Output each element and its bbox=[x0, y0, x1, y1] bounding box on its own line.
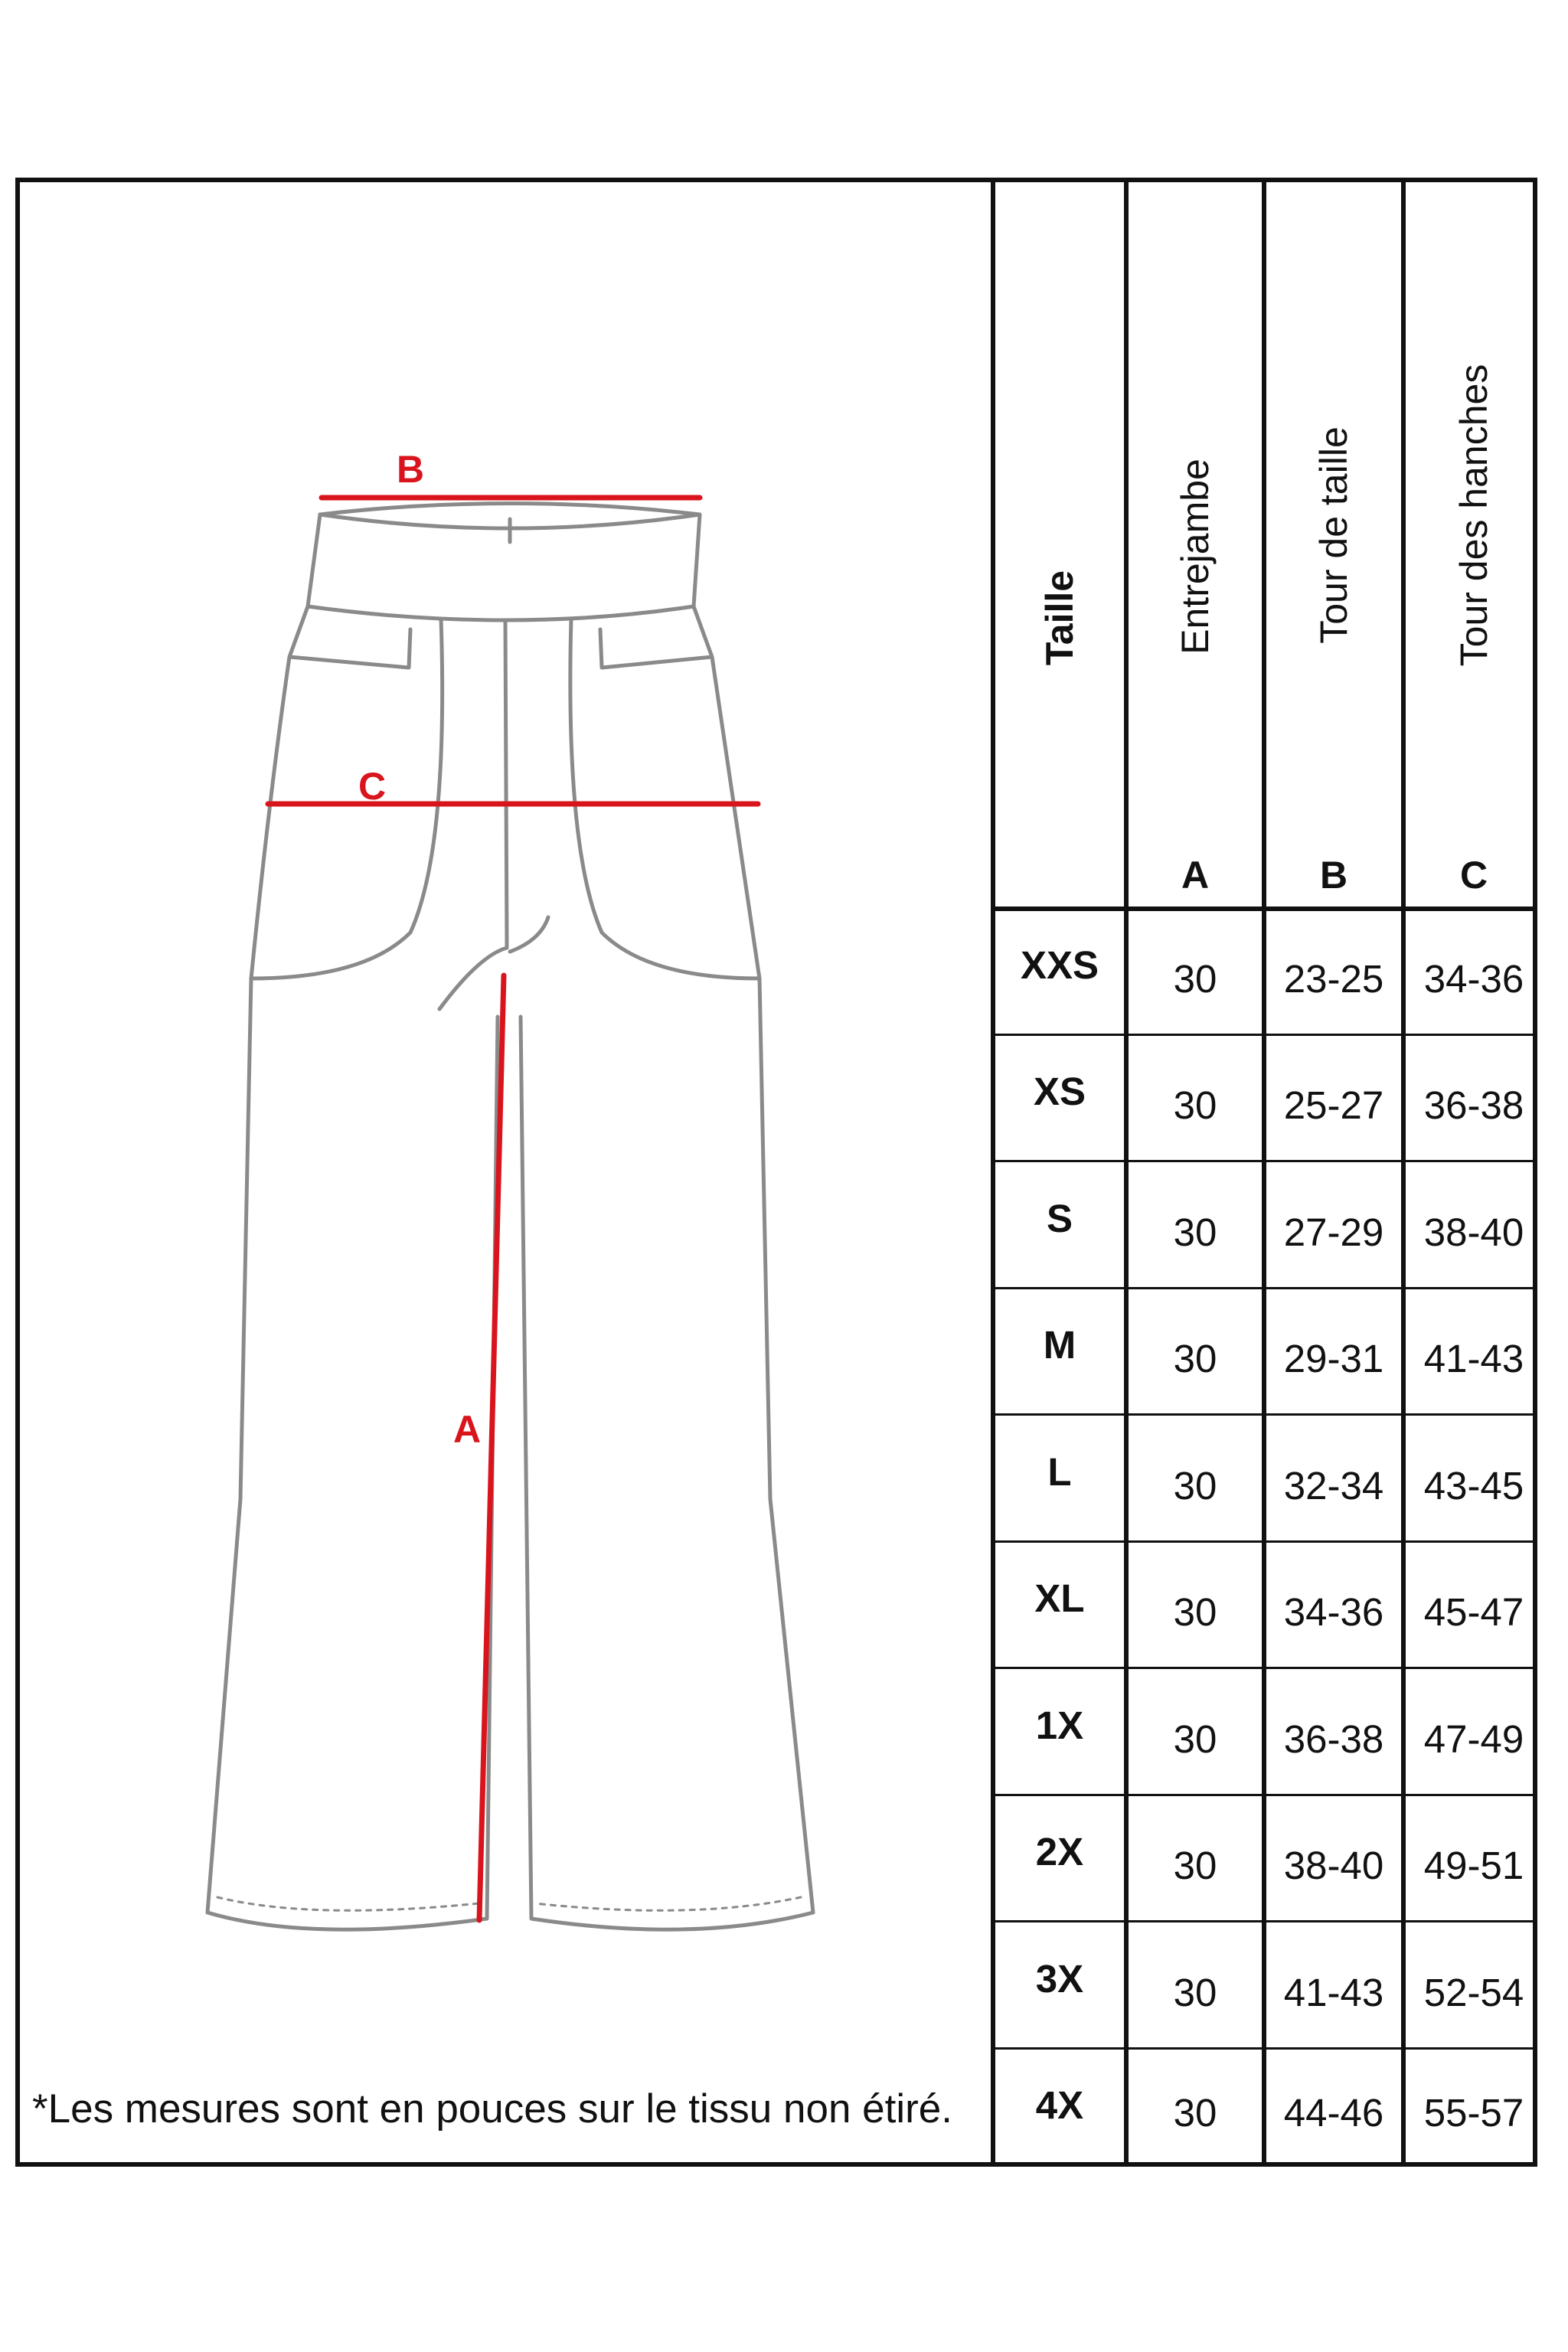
right-pocket-flap bbox=[600, 629, 712, 668]
table-cell-waist: 32-34 bbox=[1283, 1463, 1384, 1508]
row-divider bbox=[991, 1287, 1533, 1289]
table-cell-hips: 34-36 bbox=[1423, 956, 1524, 1001]
row-divider bbox=[991, 1413, 1533, 1416]
table-cell-size: XS bbox=[1033, 1069, 1086, 1113]
table-cell-size: 1X bbox=[1035, 1703, 1084, 1747]
row-divider bbox=[991, 1794, 1533, 1796]
header-inseam bbox=[1129, 182, 1262, 906]
table-cell-size: L bbox=[1047, 1449, 1072, 1494]
table-cell-waist: 44-46 bbox=[1283, 2090, 1384, 2135]
table-cell-waist: 36-38 bbox=[1283, 1717, 1384, 1761]
inseam-measure-line bbox=[479, 975, 504, 1920]
table-cell-size: M bbox=[1043, 1322, 1076, 1367]
table-cell-inseam: 30 bbox=[1173, 1210, 1217, 1254]
table-cell-size: XXS bbox=[1020, 942, 1099, 987]
waist-label: B bbox=[397, 448, 425, 491]
table-cell-hips: 43-45 bbox=[1423, 1463, 1524, 1508]
header-hips bbox=[1406, 182, 1542, 906]
pants-diagram bbox=[20, 182, 991, 2162]
row-divider bbox=[991, 2047, 1533, 2050]
header-hips-title: Tour des hanches bbox=[1452, 364, 1495, 667]
pants-outline bbox=[207, 504, 813, 1930]
header-waist-title: Tour de taille bbox=[1312, 426, 1355, 644]
row-divider bbox=[991, 1034, 1533, 1036]
right-hem-stitch bbox=[534, 1897, 801, 1910]
table-cell-inseam: 30 bbox=[1173, 1843, 1217, 1887]
size-chart-frame bbox=[15, 178, 1537, 2167]
table-cell-hips: 55-57 bbox=[1423, 2090, 1524, 2135]
left-pocket bbox=[251, 619, 443, 978]
table-cell-hips: 38-40 bbox=[1423, 1210, 1524, 1254]
table-cell-inseam: 30 bbox=[1173, 1083, 1217, 1127]
hip-label: C bbox=[358, 765, 387, 808]
table-cell-waist: 29-31 bbox=[1283, 1336, 1384, 1380]
header-size-title: Taille bbox=[1038, 570, 1081, 666]
left-hem-stitch bbox=[217, 1897, 479, 1910]
table-cell-waist: 27-29 bbox=[1283, 1210, 1384, 1254]
table-cell-hips: 45-47 bbox=[1423, 1589, 1524, 1634]
table-cell-hips: 49-51 bbox=[1423, 1843, 1524, 1887]
table-cell-inseam: 30 bbox=[1173, 1336, 1217, 1380]
table-cell-size: 4X bbox=[1035, 2082, 1084, 2127]
table-cell-hips: 47-49 bbox=[1423, 1717, 1524, 1761]
row-divider bbox=[991, 1160, 1533, 1162]
header-inseam-letter: A bbox=[1181, 854, 1210, 897]
inseam-label: A bbox=[453, 1408, 482, 1451]
table-cell-inseam: 30 bbox=[1173, 1970, 1217, 2014]
fly-seam bbox=[510, 917, 548, 952]
table-cell-inseam: 30 bbox=[1173, 1589, 1217, 1634]
header-size bbox=[995, 182, 1124, 906]
header-hips-letter: C bbox=[1459, 854, 1488, 897]
crotch-seam bbox=[439, 948, 507, 1009]
table-cell-waist: 25-27 bbox=[1283, 1083, 1384, 1127]
size-table bbox=[991, 182, 1533, 2162]
measurement-footnote: *Les mesures sont en pouces sur le tissu non étiré. bbox=[32, 2086, 952, 2132]
table-cell-inseam: 30 bbox=[1173, 1717, 1217, 1761]
table-cell-inseam: 30 bbox=[1173, 956, 1217, 1001]
table-cell-size: 3X bbox=[1035, 1956, 1084, 2001]
table-cell-hips: 41-43 bbox=[1423, 1336, 1524, 1380]
table-cell-inseam: 30 bbox=[1173, 1463, 1217, 1508]
left-pocket-flap bbox=[289, 629, 410, 668]
measurement-labels bbox=[358, 448, 481, 1451]
row-divider bbox=[991, 1540, 1533, 1543]
front-seam bbox=[505, 620, 507, 948]
table-cell-waist: 41-43 bbox=[1283, 1970, 1384, 2014]
pants-diagram-panel bbox=[20, 182, 991, 2162]
table-cell-size: 2X bbox=[1035, 1829, 1084, 1873]
table-cell-inseam: 30 bbox=[1173, 2090, 1217, 2135]
table-cell-waist: 34-36 bbox=[1283, 1589, 1384, 1634]
header-waist bbox=[1266, 182, 1401, 906]
measurement-lines bbox=[268, 498, 758, 1920]
header-waist-letter: B bbox=[1319, 854, 1348, 897]
table-cell-hips: 36-38 bbox=[1423, 1083, 1524, 1127]
row-divider bbox=[991, 1667, 1533, 1669]
table-cell-size: S bbox=[1046, 1196, 1073, 1240]
row-divider bbox=[991, 1920, 1533, 1922]
table-cell-size: XL bbox=[1034, 1576, 1085, 1620]
header-inseam-title: Entrejambe bbox=[1174, 459, 1217, 655]
table-cell-waist: 38-40 bbox=[1283, 1843, 1384, 1887]
table-cell-hips: 52-54 bbox=[1423, 1970, 1524, 2014]
table-cell-waist: 23-25 bbox=[1283, 956, 1384, 1001]
